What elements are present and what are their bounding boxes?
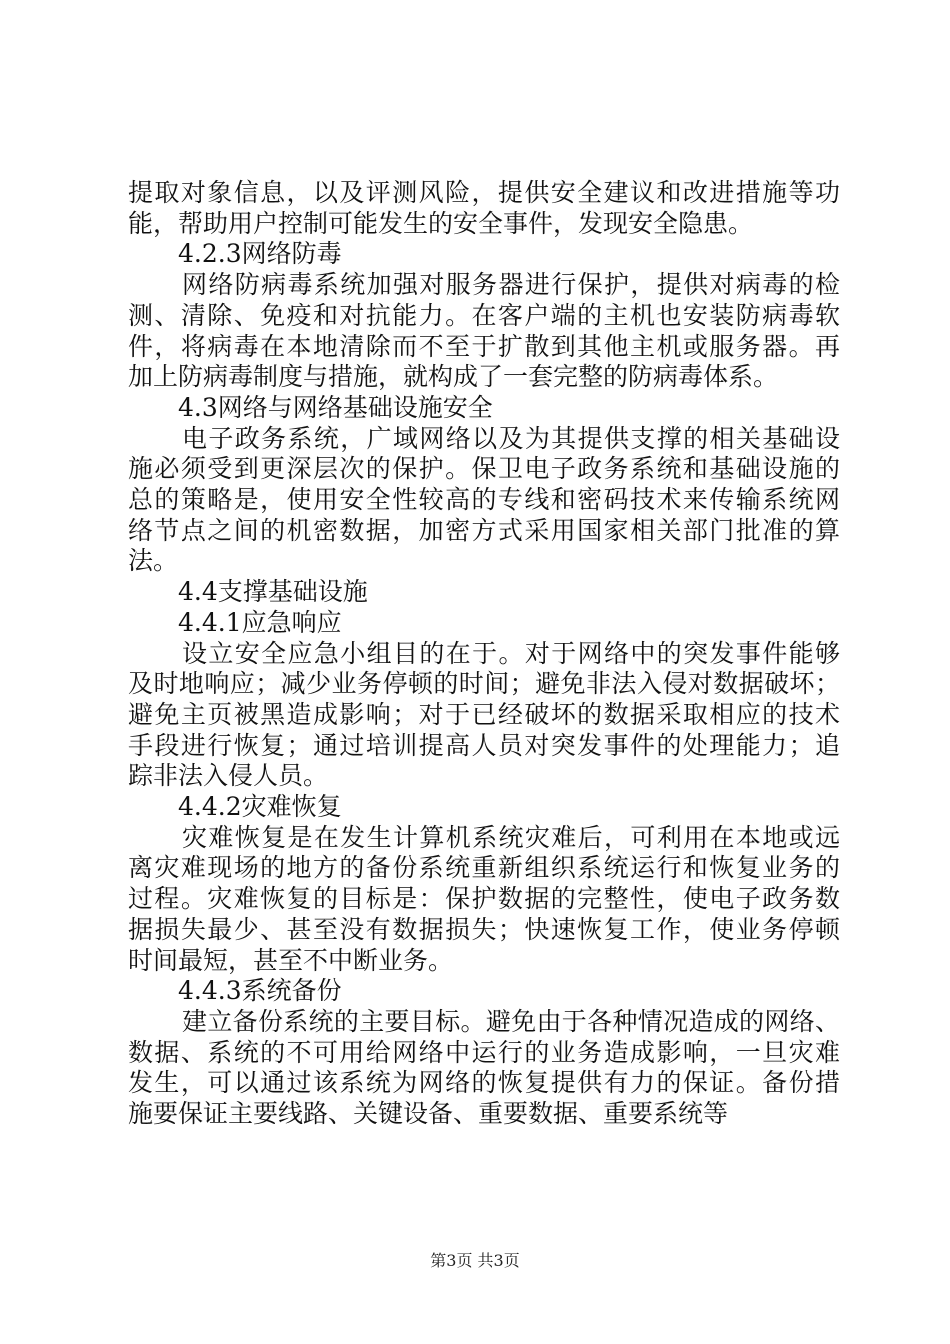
paragraph [128, 424, 840, 578]
text-line: 测、清除、免疫和对抗能力。在客户端的主机也安装防病毒软 [128, 300, 840, 330]
text-line: 建立备份系统的主要目标。避免由于各种情况造成的网络、 [182, 1006, 840, 1036]
text-line: 提取对象信息，以及评测风险，提供安全建议和改进措施等功 [128, 178, 840, 207]
text-line: 离灾难现场的地方的备份系统重新组织系统运行和恢复业务的 [128, 853, 840, 883]
text-line: 加上防病毒制度与措施，就构成了一套完整的防病毒体系。 [128, 362, 779, 392]
text-line: 络节点之间的机密数据，加密方式采用国家相关部门批准的算 [128, 515, 840, 545]
text-line: 设立安全应急小组目的在于。对于网络中的突发事件能够 [182, 638, 840, 668]
text-line: 施要保证主要线路、关键设备、重要数据、重要系统等 [128, 1099, 729, 1129]
text-line: 网络防病毒系统加强对服务器进行保护，提供对病毒的检 [182, 270, 840, 300]
text-line: 踪非法入侵人员。 [128, 761, 329, 791]
section-heading: 4.3网络与网络基础设施安全 [178, 392, 493, 422]
section-heading: 4.4.2灾难恢复 [178, 792, 342, 822]
text-line: 避免主页被黑造成影响；对于已经破坏的数据采取相应的技术 [128, 699, 840, 729]
paragraph [128, 178, 840, 239]
text-line: 手段进行恢复；通过培训提高人员对突发事件的处理能力；追 [128, 730, 840, 760]
section-heading: 4.2.3网络防毒 [178, 239, 342, 269]
paragraph [128, 270, 840, 393]
text-line: 发生，可以通过该系统为网络的恢复提供有力的保证。备份措 [128, 1068, 840, 1098]
paragraph [128, 639, 840, 793]
document-body [128, 178, 840, 1130]
text-line: 总的策略是，使用安全性较高的专线和密码技术来传输系统网 [128, 485, 840, 515]
paragraph [128, 1007, 840, 1130]
paragraph [128, 823, 840, 977]
text-line: 数据、系统的不可用给网络中运行的业务造成影响，一旦灾难 [128, 1037, 840, 1067]
section-heading: 4.4.1应急响应 [178, 607, 342, 637]
section-heading: 4.4.3系统备份 [178, 976, 342, 1006]
text-line: 法。 [128, 546, 179, 576]
text-line: 及时地响应；减少业务停顿的时间；避免非法入侵对数据破坏； [128, 669, 840, 699]
text-line: 能，帮助用户控制可能发生的安全事件，发现安全隐患。 [128, 208, 754, 238]
text-line: 施必须受到更深层次的保护。保卫电子政务系统和基础设施的 [128, 454, 840, 484]
text-line: 电子政务系统，广域网络以及为其提供支撑的相关基础设 [182, 423, 840, 453]
text-line: 时间最短，甚至不中断业务。 [128, 945, 454, 975]
page-footer: 第3页 共3页 [430, 1251, 520, 1270]
text-line: 过程。灾难恢复的目标是：保护数据的完整性，使电子政务数 [128, 884, 840, 914]
section-heading: 4.4支撑基础设施 [178, 577, 368, 607]
text-line: 灾难恢复是在发生计算机系统灾难后，可利用在本地或远 [182, 822, 840, 852]
text-line: 件，将病毒在本地清除而不至于扩散到其他主机或服务器。再 [128, 331, 840, 361]
text-line: 据损失最少、甚至没有数据损失；快速恢复工作，使业务停顿 [128, 914, 840, 944]
